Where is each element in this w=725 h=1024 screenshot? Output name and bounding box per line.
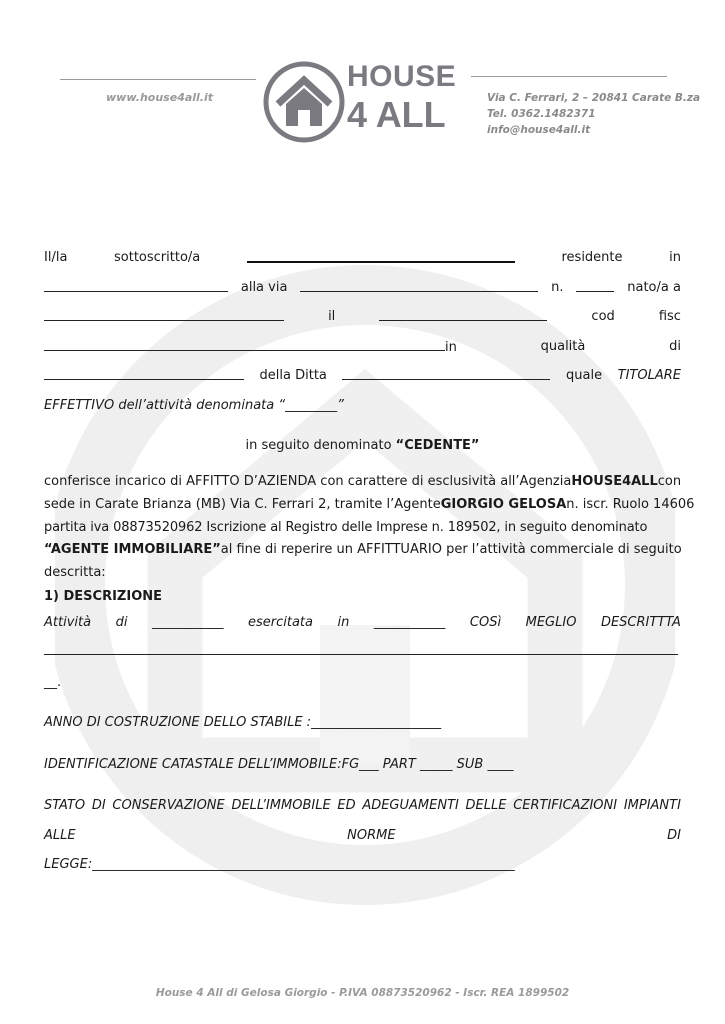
cedente-label: “CEDENTE” — [395, 438, 480, 453]
legge-line: LEGGE:_________________________________________________________________ — [44, 857, 515, 872]
role-field[interactable] — [44, 367, 244, 380]
location-field[interactable]: ___________ — [373, 615, 446, 630]
text: CERTIFICAZIONI — [513, 798, 618, 813]
address: Via C. Ferrari, 2 – 20841 Carate B.za — [487, 92, 701, 104]
agente-label: “AGENTE IMMOBILIARE” — [44, 542, 221, 557]
text: sede in Carate Brianza (MB) Via C. Ferrari 2, tramite l’Agente — [44, 497, 441, 512]
phone: Tel. 0362.1482371 — [487, 108, 596, 120]
text: in — [445, 340, 457, 355]
text: residente — [561, 250, 623, 265]
cedente-line — [44, 437, 681, 454]
text: TITOLARE — [617, 368, 681, 383]
description-field[interactable] — [44, 640, 678, 655]
number-field[interactable] — [576, 279, 614, 292]
residence-field[interactable] — [44, 279, 228, 292]
birthplace-field[interactable] — [44, 308, 284, 321]
text: di — [115, 615, 128, 630]
text: MEGLIO — [525, 615, 577, 630]
text: DI — [667, 828, 681, 843]
birthdate-field[interactable] — [379, 308, 547, 321]
para-line-2 — [44, 496, 695, 513]
text: ALLE — [44, 828, 76, 843]
activity-field[interactable]: ___________ — [151, 615, 224, 630]
stato-line — [44, 797, 681, 814]
line-1 — [44, 249, 681, 266]
fiscal-code-field[interactable] — [44, 338, 445, 351]
text: n. — [551, 280, 564, 295]
text: DESCRITTTA — [600, 615, 681, 630]
para-line-1 — [44, 473, 681, 490]
text: IMPIANTI — [623, 798, 681, 813]
line-5 — [44, 367, 681, 384]
text: il — [328, 309, 336, 324]
text: esercitata — [248, 615, 313, 630]
text: ADEGUAMENTI — [362, 798, 459, 813]
text: quale — [566, 368, 603, 383]
text: n. iscr. Ruolo 14606 — [566, 497, 695, 512]
text: al fine di reperire un AFFITTUARIO per l’attività commerciale di seguito — [220, 542, 682, 557]
text: in — [337, 615, 350, 630]
text: Attività — [44, 615, 92, 630]
text: con — [657, 474, 682, 489]
line-6: EFFETTIVO dell’attività denominata “________” — [44, 398, 344, 413]
anno-line: ANNO DI COSTRUZIONE DELLO STABILE :____________________ — [44, 715, 442, 730]
header-rule-left — [60, 79, 256, 80]
footer: House 4 All di Gelosa Giorgio - P.IVA 08873520962 - Iscr. REA 1899502 — [155, 987, 570, 999]
text: DI — [91, 798, 106, 813]
activity-line — [44, 614, 681, 631]
line-2 — [44, 279, 681, 296]
website-link[interactable]: www.house4all.it — [106, 91, 214, 104]
alle-line — [44, 827, 681, 844]
text: CONSERVAZIONE — [112, 798, 225, 813]
text: COSì — [469, 615, 502, 630]
agency-name: HOUSE4ALL — [571, 474, 658, 489]
text: sottoscritto/a — [114, 250, 201, 265]
text: della Ditta — [259, 368, 327, 383]
street-field[interactable] — [300, 279, 538, 292]
text: di — [669, 339, 681, 354]
text: fisc — [658, 309, 681, 324]
para-line-3: partita iva 08873520962 Iscrizione al Registro delle Imprese n. 189502, in seguito denominato — [44, 520, 648, 535]
text: qualità — [540, 339, 586, 354]
text: NORME — [347, 828, 396, 843]
text: in — [669, 250, 681, 265]
company-field[interactable] — [342, 367, 550, 380]
text: conferisce incarico di AFFITTO D’AZIENDA con carattere di esclusività all’Agenzia — [44, 474, 572, 489]
para-line-5: descritta: — [44, 565, 106, 580]
text: STATO — [44, 798, 86, 813]
description-end: __. — [44, 675, 62, 690]
logo-line-1: HOUSE — [347, 60, 457, 93]
text: ED — [337, 798, 356, 813]
text: alla via — [240, 280, 288, 295]
line-3 — [44, 308, 681, 325]
contact-block — [487, 90, 700, 138]
agent-name: GIORGIO GELOSA — [440, 497, 567, 512]
para-line-4 — [44, 541, 681, 558]
logo-line-2: 4 ALL — [347, 94, 446, 135]
text: DELL’IMMOBILE — [231, 798, 331, 813]
line-4 — [44, 338, 681, 356]
text: DELLE — [465, 798, 507, 813]
text: cod — [591, 309, 615, 324]
email-link[interactable]: info@house4all.it — [487, 124, 591, 136]
text: nato/a a — [627, 280, 681, 295]
name-field[interactable] — [247, 249, 515, 263]
section-heading: 1) DESCRIZIONE — [44, 589, 163, 604]
ident-line: IDENTIFICAZIONE CATASTALE DELL’IMMOBILE:FG___ PART _____ SUB ____ — [44, 757, 514, 772]
text: in seguito denominato — [245, 438, 392, 453]
header-rule-right — [471, 76, 667, 77]
text: Il/la — [44, 250, 68, 265]
